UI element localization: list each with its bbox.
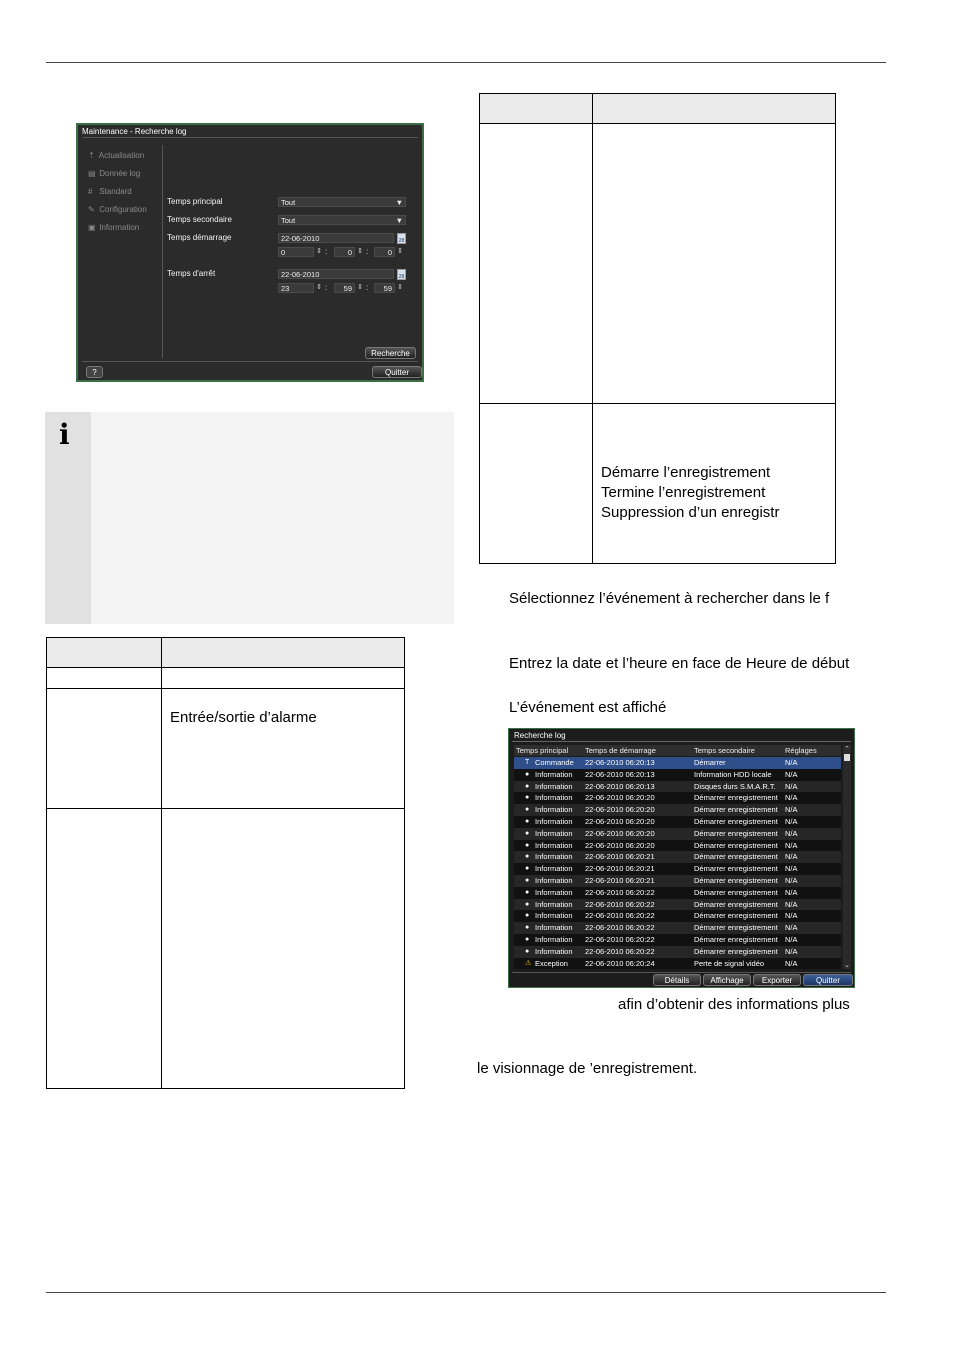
step-more-info: afin d’obtenir des informations plus [618, 996, 850, 1013]
cell-setting: N/A [785, 958, 798, 968]
cell-time: 22-06-2010 06:20:13 [585, 769, 655, 779]
table-row[interactable] [514, 757, 841, 769]
cell-sub: Démarrer enregistrement [694, 840, 778, 850]
cell-setting: N/A [785, 887, 798, 897]
details-button[interactable]: Détails [653, 974, 701, 986]
spinner-icon[interactable]: ⇕ [397, 248, 403, 255]
log-search-screen: Maintenance - Recherche log ⇡ Actualisation ▤ Donnée log # Standard ✎ Configuration ▣ Information Temps principal Tout ▼ Temps secondaire Tout ▼ Temps démarrage 22-06-2010 28 0 ⇕ : 0 ⇕ : 0 ⇕ Temps d'arrêt 22-06-2010 28 23 ⇕ : 59 ⇕ : 59 ⇕ Recherche ? Quitter [76, 123, 424, 382]
table-row[interactable] [514, 792, 841, 804]
help-icon[interactable]: ? [86, 366, 103, 378]
cell-type: Information [535, 769, 573, 779]
table-row[interactable] [514, 946, 841, 958]
chevron-down-icon[interactable]: ⌄ [844, 962, 850, 969]
step-event-shown: L’événement est affiché [509, 699, 667, 716]
cell-time: 22-06-2010 06:20:21 [585, 864, 655, 874]
info-icon: ● [525, 794, 530, 802]
export-button[interactable]: Exporter [753, 974, 801, 986]
column-header[interactable]: Temps secondaire [694, 746, 755, 755]
menu-item-upgrade[interactable]: ⇡ Actualisation [88, 151, 145, 160]
sub-type-select[interactable]: Tout ▼ [278, 215, 406, 225]
cell-time: 22-06-2010 06:20:22 [585, 911, 655, 921]
sub-type-label: Temps secondaire [167, 215, 232, 224]
table-row[interactable] [514, 781, 841, 793]
cell-time: 22-06-2010 06:20:20 [585, 805, 655, 815]
cell-time: 22-06-2010 06:20:22 [585, 935, 655, 944]
upgrade-icon: ⇡ [88, 151, 95, 160]
command-icon: T [525, 759, 530, 766]
cell-sub: Disques durs S.M.A.R.T. [694, 781, 776, 791]
cell-setting: N/A [785, 899, 798, 909]
spinner-icon[interactable]: ⇕ [316, 248, 322, 255]
step-enter-date: Entrez la date et l’heure en face de Heure de début [509, 655, 850, 672]
menu-item-configuration[interactable]: ✎ Configuration [88, 205, 147, 214]
table-cell: Termine l’enregistrement [601, 484, 766, 501]
table-row[interactable] [514, 804, 841, 816]
chevron-down-icon: ▼ [395, 198, 403, 207]
info-icon: ● [525, 900, 530, 908]
cell-sub: Démarrer enregistrement [694, 793, 778, 803]
cell-setting: N/A [785, 805, 798, 815]
cell-setting: N/A [785, 781, 798, 791]
column-header[interactable]: Temps principal [516, 746, 569, 755]
cell-time: 22-06-2010 06:20:20 [585, 840, 655, 850]
quit-button[interactable]: Quitter [372, 366, 422, 378]
table-row[interactable] [514, 958, 841, 970]
cell-time: 22-06-2010 06:20:22 [585, 946, 655, 956]
info-icon: ● [525, 782, 530, 790]
cell-setting: N/A [785, 793, 798, 803]
cell-type: Information [535, 781, 573, 791]
table-row[interactable] [514, 828, 841, 840]
cell-sub: Démarrer enregistrement [694, 923, 778, 933]
cell-type: Information [535, 946, 573, 956]
screen-title: Recherche log [514, 731, 566, 740]
cell-type: Information [535, 911, 573, 921]
info-icon: ● [525, 888, 530, 896]
scrollbar[interactable] [843, 745, 851, 969]
cell-type: Commande [535, 758, 574, 767]
cell-time: 22-06-2010 06:20:20 [585, 817, 655, 826]
cell-sub: Démarrer enregistrement [694, 864, 778, 874]
menu-item-log[interactable]: ▤ Donnée log [88, 169, 141, 178]
info-note [45, 412, 454, 624]
stop-hour-field[interactable]: 23 [278, 283, 314, 293]
cell-type: Information [535, 864, 573, 874]
column-header[interactable]: Réglages [785, 746, 817, 755]
table-row[interactable] [514, 863, 841, 875]
chevron-down-icon: ▼ [395, 216, 403, 225]
cell-sub: Perte de signal vidéo [694, 958, 765, 968]
cell-sub: Démarrer enregistrement [694, 805, 778, 815]
table-row[interactable] [514, 887, 841, 899]
log-list-screen [508, 728, 855, 988]
step-select-event: Sélectionnez l’événement à rechercher dans le f [509, 590, 830, 607]
main-type-label: Temps principal [167, 197, 223, 206]
cell-time: 22-06-2010 06:20:22 [585, 923, 655, 933]
cell-setting: N/A [785, 769, 798, 779]
cell-setting: N/A [785, 828, 798, 838]
cell-sub: Démarrer enregistrement [694, 852, 778, 862]
column-header[interactable]: Temps de démarrage [585, 746, 656, 755]
cell-sub: Démarrer enregistrement [694, 817, 778, 826]
search-button[interactable]: Recherche [365, 347, 416, 359]
cell-setting: N/A [785, 864, 798, 874]
info-icon: ● [525, 924, 530, 932]
table-row[interactable] [514, 875, 841, 887]
table-row[interactable] [514, 934, 841, 946]
cell-sub: Démarrer enregistrement [694, 946, 778, 956]
stop-second-field[interactable]: 59 [374, 283, 395, 293]
table-row[interactable] [514, 769, 841, 781]
cell-type: Information [535, 805, 573, 815]
cell-time: 22-06-2010 06:20:20 [585, 828, 655, 838]
stop-minute-field[interactable]: 59 [334, 283, 355, 293]
calendar-icon[interactable]: 28 [397, 269, 406, 280]
cell-sub: Démarrer [694, 758, 726, 767]
cell-setting: N/A [785, 852, 798, 862]
screen-title: Maintenance - Recherche log [82, 127, 187, 136]
bottom-rule [46, 1292, 886, 1293]
warning-icon: ⚠ [525, 959, 532, 967]
start-hour-field[interactable]: 0 [278, 247, 314, 257]
stop-time-label: Temps d'arrêt [167, 269, 216, 278]
cell-time: 22-06-2010 06:20:22 [585, 887, 655, 897]
table-cell: Démarre l’enregistrement [601, 464, 771, 481]
cell-time: 22-06-2010 06:20:13 [585, 758, 655, 767]
cell-type: Information [535, 793, 573, 803]
info-icon: ● [525, 841, 530, 849]
table-row[interactable] [514, 840, 841, 852]
cell-type: Information [535, 840, 573, 850]
cell-setting: N/A [785, 923, 798, 933]
start-time-label: Temps démarrage [167, 233, 232, 242]
stop-date-field[interactable]: 22-06-2010 [278, 269, 394, 279]
chevron-up-icon[interactable]: ⌃ [844, 746, 850, 753]
cell-type: Information [535, 828, 573, 838]
table-row[interactable] [514, 899, 841, 911]
start-date-field[interactable]: 22-06-2010 [278, 233, 394, 243]
table-row[interactable] [514, 910, 841, 922]
table-cell: Suppression d’un enregistr [601, 504, 780, 521]
quit-button[interactable]: Quitter [803, 974, 853, 986]
cell-time: 22-06-2010 06:20:13 [585, 781, 655, 791]
cell-time: 22-06-2010 06:20:24 [585, 958, 655, 968]
start-minute-field[interactable]: 0 [334, 247, 355, 257]
cell-type: Information [535, 887, 573, 897]
cell-type: Information [535, 876, 573, 885]
info-icon: ● [525, 818, 530, 825]
cell-sub: Démarrer enregistrement [694, 935, 778, 944]
cell-type: Information [535, 817, 573, 826]
info-icon: ● [525, 865, 530, 873]
cell-sub: Démarrer enregistrement [694, 828, 778, 838]
main-type-select[interactable]: Tout ▼ [278, 197, 406, 207]
cell-type: Information [535, 852, 573, 862]
table-cell: Entrée/sortie d’alarme [170, 709, 317, 726]
cell-type: Information [535, 935, 573, 944]
table-row[interactable] [514, 816, 841, 828]
view-button[interactable]: Affichage [703, 974, 751, 986]
table-row[interactable] [514, 851, 841, 863]
cell-sub: Démarrer enregistrement [694, 876, 778, 885]
cell-time: 22-06-2010 06:20:21 [585, 852, 655, 862]
start-second-field[interactable]: 0 [374, 247, 395, 257]
scroll-thumb[interactable] [844, 754, 850, 761]
info-icon: ● [525, 947, 530, 955]
cell-time: 22-06-2010 06:20:20 [585, 793, 655, 803]
cell-setting: N/A [785, 946, 798, 956]
cell-setting: N/A [785, 876, 798, 885]
cell-sub: Information HDD locale [694, 769, 772, 779]
info-icon: ● [525, 770, 530, 778]
default-icon: # [88, 187, 93, 196]
cell-sub: Démarrer enregistrement [694, 911, 778, 921]
wrench-icon: ✎ [88, 205, 95, 214]
cell-setting: N/A [785, 817, 798, 826]
cell-type: Information [535, 923, 573, 933]
spinner-icon[interactable]: ⇕ [316, 284, 322, 291]
top-rule [46, 62, 886, 63]
info-icon: ● [525, 829, 530, 837]
cell-setting: N/A [785, 840, 798, 850]
info-icon: ● [525, 936, 530, 943]
calendar-icon[interactable]: 28 [397, 233, 406, 244]
list-header [514, 745, 841, 756]
cell-time: 22-06-2010 06:20:21 [585, 876, 655, 885]
info-icon: ● [525, 806, 530, 814]
cell-setting: N/A [785, 911, 798, 921]
log-icon: ▤ [88, 169, 96, 178]
cell-type: Information [535, 899, 573, 909]
cell-type: Exception [535, 958, 568, 968]
info-icon: ● [525, 877, 530, 884]
step-playback: le visionnage de ’enregistrement. [477, 1060, 698, 1077]
info-icon: i [59, 418, 70, 451]
cell-time: 22-06-2010 06:20:22 [585, 899, 655, 909]
spinner-icon[interactable]: ⇕ [357, 248, 363, 255]
info-icon: ● [525, 853, 530, 861]
spinner-icon[interactable]: ⇕ [397, 284, 403, 291]
cell-sub: Démarrer enregistrement [694, 899, 778, 909]
cell-setting: N/A [785, 758, 798, 767]
menu-item-information[interactable]: ▣ Information [88, 223, 140, 232]
spinner-icon[interactable]: ⇕ [357, 284, 363, 291]
cell-setting: N/A [785, 935, 798, 944]
menu-item-default[interactable]: # Standard [88, 187, 132, 196]
table-row[interactable] [514, 922, 841, 934]
info-icon: ▣ [88, 223, 96, 232]
info-icon: ● [525, 912, 530, 920]
cell-sub: Démarrer enregistrement [694, 887, 778, 897]
